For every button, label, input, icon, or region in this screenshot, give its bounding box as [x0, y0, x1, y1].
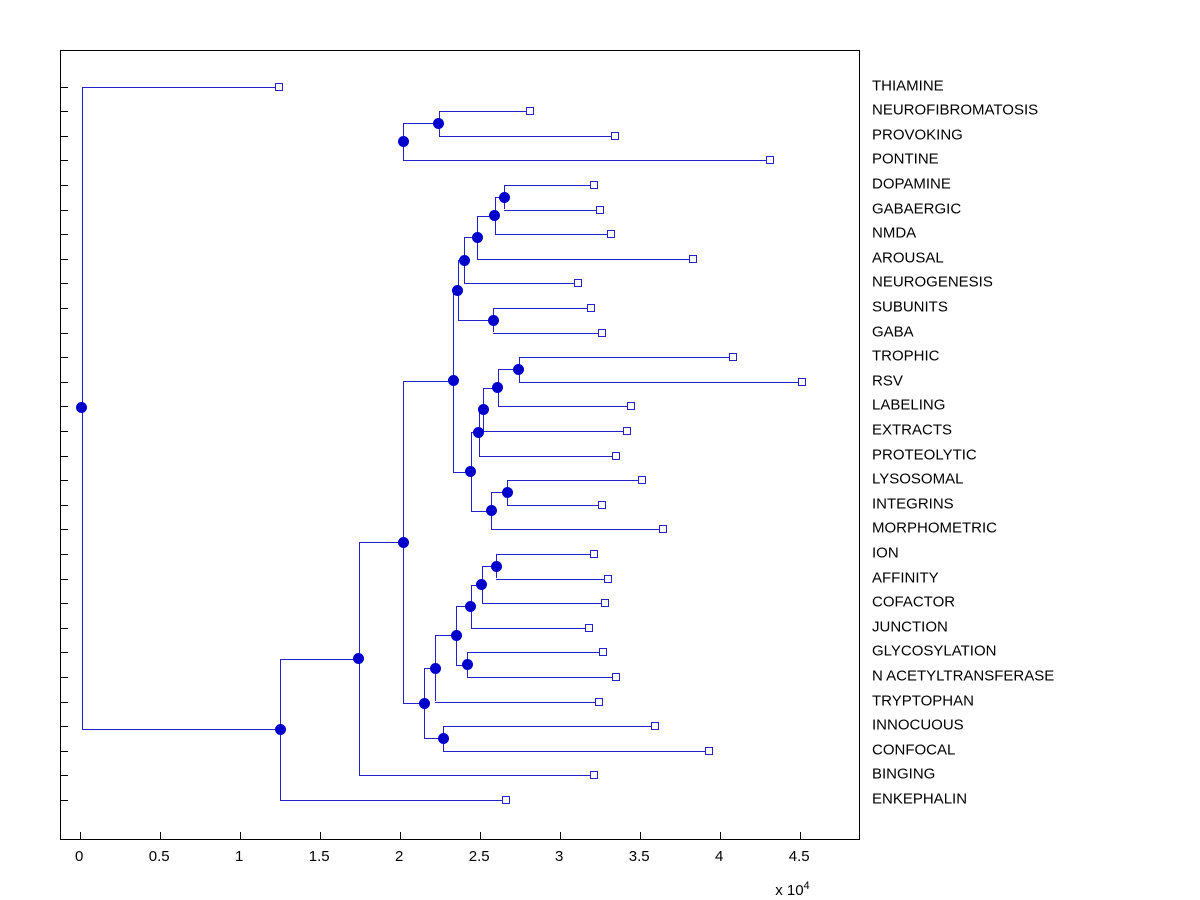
leaf-label: ION: [872, 544, 899, 562]
link-segment: [82, 87, 279, 88]
cluster-node: [465, 466, 476, 477]
leaf-endpoint-marker: [587, 304, 595, 312]
cluster-node: [476, 579, 487, 590]
y-axis-tick: [61, 185, 68, 186]
y-axis-tick: [61, 628, 68, 629]
link-segment: [403, 381, 453, 382]
y-axis-tick: [61, 505, 68, 506]
y-axis-tick: [61, 111, 68, 112]
link-segment: [519, 357, 733, 358]
x-axis-tick-label: 4.5: [788, 848, 810, 865]
leaf-label: AROUSAL: [872, 249, 944, 267]
y-axis-tick: [61, 652, 68, 653]
leaf-endpoint-marker: [612, 452, 620, 460]
cluster-node: [419, 698, 430, 709]
leaf-label: TROPHIC: [872, 347, 940, 365]
leaf-label: THIAMINE: [872, 77, 944, 94]
cluster-node: [502, 487, 513, 498]
leaf-endpoint-marker: [595, 698, 603, 706]
y-axis-tick: [61, 775, 68, 776]
link-segment: [439, 136, 615, 137]
leaf-label: BINGING: [872, 765, 936, 783]
leaf-endpoint-marker: [604, 575, 612, 583]
leaf-label: PROTEOLYTIC: [872, 446, 977, 463]
y-axis-tick: [61, 333, 68, 334]
link-segment: [435, 702, 598, 703]
cluster-node: [462, 659, 473, 670]
cluster-node: [430, 663, 441, 674]
leaf-label: NEUROGENESIS: [872, 273, 993, 291]
link-segment: [504, 210, 600, 211]
leaf-label: AFFINITY: [872, 569, 939, 586]
leaf-label: GABAERGIC: [872, 200, 962, 217]
cluster-node: [452, 285, 463, 296]
cluster-node: [451, 630, 462, 641]
leaf-endpoint-marker: [526, 107, 534, 115]
link-segment: [471, 628, 589, 629]
leaf-label: LABELING: [872, 396, 946, 414]
leaf-label: DOPAMINE: [872, 175, 951, 193]
x-axis-tick-label: 3: [555, 848, 564, 865]
x-axis-tick-label: 4: [715, 848, 724, 865]
link-segment: [280, 800, 506, 801]
leaf-label: NEUROFIBROMATOSIS: [872, 101, 1039, 119]
leaf-endpoint-marker: [638, 476, 646, 484]
y-axis-tick: [61, 702, 68, 703]
cluster-node: [478, 404, 489, 415]
cluster-node: [491, 561, 502, 572]
cluster-node: [275, 724, 286, 735]
y-axis-tick: [61, 800, 68, 801]
cluster-node: [486, 505, 497, 516]
leaf-endpoint-marker: [623, 427, 631, 435]
x-axis-tick-label: 2.5: [468, 848, 490, 865]
link-segment: [477, 259, 693, 260]
leaf-label: N ACETYLTRANSFERASE: [872, 667, 1055, 685]
cluster-node: [489, 210, 500, 221]
y-axis-tick: [61, 382, 68, 383]
leaf-endpoint-marker: [590, 181, 598, 189]
cluster-node: [465, 601, 476, 612]
cluster-node: [472, 232, 483, 243]
x-axis-tick: [560, 832, 561, 839]
leaf-endpoint-marker: [601, 599, 609, 607]
leaf-label: EXTRACTS: [872, 421, 953, 439]
link-segment: [482, 603, 605, 604]
x-axis-tick-label: 0.5: [148, 848, 170, 865]
y-axis-tick: [61, 554, 68, 555]
link-segment: [483, 431, 627, 432]
cluster-node: [438, 733, 449, 744]
cluster-node: [398, 136, 409, 147]
y-axis-tick: [61, 677, 68, 678]
x-axis-tick-label: 1.5: [308, 848, 330, 865]
leaf-endpoint-marker: [798, 378, 806, 386]
plot-area: [60, 50, 860, 840]
link-segment: [359, 542, 404, 543]
cluster-node: [488, 315, 499, 326]
leaf-endpoint-marker: [611, 132, 619, 140]
y-axis-tick: [61, 406, 68, 407]
leaf-endpoint-marker: [612, 673, 620, 681]
x-axis-multiplier-label: [775, 880, 809, 899]
leaf-label: ENKEPHALIN: [872, 790, 968, 808]
x-axis-tick: [400, 832, 401, 839]
leaf-endpoint-marker: [705, 747, 713, 755]
leaf-endpoint-marker: [729, 353, 737, 361]
x-axis-tick: [240, 832, 241, 839]
cluster-node: [499, 192, 510, 203]
y-axis-tick: [61, 87, 68, 88]
link-segment: [82, 729, 280, 730]
cluster-node: [433, 118, 444, 129]
leaf-endpoint-marker: [766, 156, 774, 164]
leaf-endpoint-marker: [651, 722, 659, 730]
leaf-endpoint-marker: [598, 501, 606, 509]
x-axis-tick: [720, 832, 721, 839]
link-segment: [496, 554, 594, 555]
x-multiplier-exponent: 4: [803, 880, 810, 892]
x-axis-tick-label: 1: [235, 848, 244, 865]
x-axis-tick-label: 0: [75, 848, 84, 865]
x-axis-tick-label: 3.5: [628, 848, 650, 865]
link-segment: [504, 185, 594, 186]
leaf-label: COFACTOR: [872, 593, 956, 611]
leaf-endpoint-marker: [689, 255, 697, 263]
leaf-label: NMDA: [872, 224, 917, 242]
leaf-label: RSV: [872, 372, 903, 390]
link-segment: [443, 726, 654, 727]
leaf-label: PROVOKING: [872, 126, 963, 144]
leaf-endpoint-marker: [596, 206, 604, 214]
leaf-label: MORPHOMETRIC: [872, 519, 997, 537]
y-axis-tick: [61, 603, 68, 604]
leaf-label: CONFOCAL: [872, 741, 956, 759]
leaf-endpoint-marker: [590, 771, 598, 779]
leaf-endpoint-marker: [607, 230, 615, 238]
leaf-endpoint-marker: [502, 796, 510, 804]
cluster-node: [513, 364, 524, 375]
cluster-node: [448, 375, 459, 386]
link-segment: [464, 283, 578, 284]
link-segment: [467, 677, 616, 678]
link-segment: [493, 333, 602, 334]
leaf-endpoint-marker: [659, 525, 667, 533]
x-axis-tick: [800, 832, 801, 839]
link-segment: [491, 529, 662, 530]
link-segment: [498, 406, 631, 407]
x-axis-tick: [640, 832, 641, 839]
cluster-node: [492, 382, 503, 393]
y-axis-tick: [61, 480, 68, 481]
leaf-label: JUNCTION: [872, 618, 948, 636]
link-segment: [280, 659, 358, 660]
link-segment: [507, 505, 601, 506]
y-axis-tick: [61, 726, 68, 727]
leaf-endpoint-marker: [585, 624, 593, 632]
link-segment: [439, 111, 530, 112]
y-axis-tick: [61, 160, 68, 161]
x-axis-tick: [160, 832, 161, 839]
cluster-node: [76, 402, 87, 413]
leaf-endpoint-marker: [598, 329, 606, 337]
link-segment: [507, 480, 641, 481]
link-segment: [359, 775, 594, 776]
x-axis-tick: [480, 832, 481, 839]
link-segment: [496, 579, 608, 580]
leaf-label: GLYCOSYLATION: [872, 642, 997, 660]
y-axis-tick: [61, 234, 68, 235]
y-axis-tick: [61, 456, 68, 457]
link-segment: [443, 751, 709, 752]
y-axis-tick: [61, 357, 68, 358]
cluster-node: [398, 537, 409, 548]
link-segment: [479, 456, 617, 457]
link-segment: [495, 234, 612, 235]
x-axis-tick: [80, 832, 81, 839]
x-multiplier-text: x 10: [775, 882, 804, 899]
leaf-label: LYSOSOMAL: [872, 470, 964, 488]
y-axis-tick: [61, 283, 68, 284]
y-axis-tick: [61, 136, 68, 137]
leaf-endpoint-marker: [590, 550, 598, 558]
leaf-label: PONTINE: [872, 150, 939, 168]
leaf-label: TRYPTOPHAN: [872, 692, 974, 709]
leaf-endpoint-marker: [599, 648, 607, 656]
y-axis-tick: [61, 259, 68, 260]
x-axis-tick: [320, 832, 321, 839]
leaf-endpoint-marker: [574, 279, 582, 287]
leaf-label: SUBUNITS: [872, 298, 948, 316]
cluster-node: [473, 427, 484, 438]
leaf-label: GABA: [872, 323, 914, 340]
leaf-label: INNOCUOUS: [872, 716, 964, 734]
y-axis-tick: [61, 210, 68, 211]
leaf-endpoint-marker: [627, 402, 635, 410]
cluster-node: [353, 653, 364, 664]
x-axis-tick-label: 2: [395, 848, 404, 865]
leaf-endpoint-marker: [275, 83, 283, 91]
y-axis-tick: [61, 579, 68, 580]
link-segment: [467, 652, 603, 653]
link-segment: [403, 160, 769, 161]
y-axis-tick: [61, 751, 68, 752]
leaf-label: INTEGRINS: [872, 495, 954, 513]
link-segment: [519, 382, 802, 383]
y-axis-tick: [61, 431, 68, 432]
link-segment: [493, 308, 591, 309]
y-axis-tick: [61, 308, 68, 309]
y-axis-tick: [61, 529, 68, 530]
cluster-node: [459, 255, 470, 266]
